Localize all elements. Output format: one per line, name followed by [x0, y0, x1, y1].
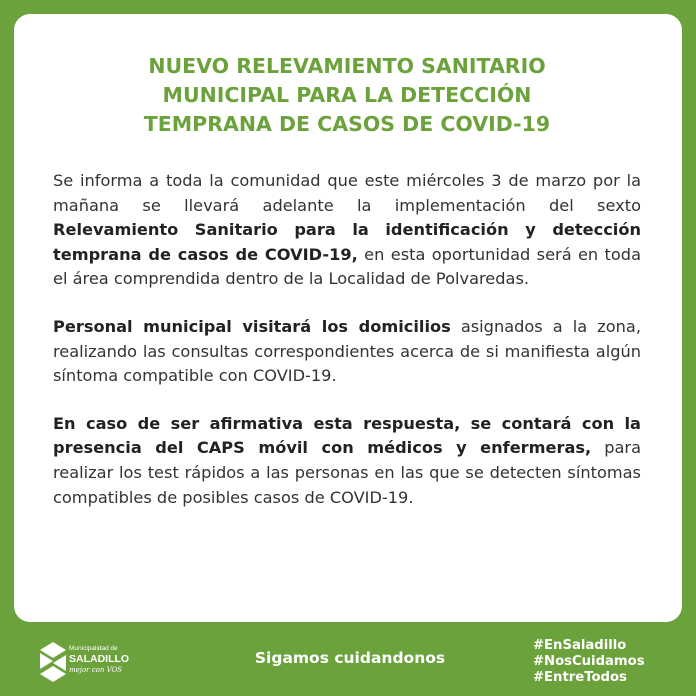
hashtag: #NosCuidamos — [533, 654, 645, 669]
municipality-logo — [40, 642, 140, 682]
paragraph-survey-info — [53, 169, 641, 292]
announcement-card — [14, 14, 682, 622]
logo-slogan: mejor con VOS — [69, 666, 123, 674]
paragraph-text: asignados a la zona, realizando las consultas correspondientes acerca de si manifiesta algún síntoma compatible con COVID-19. — [53, 316, 641, 386]
logo-municipality-label: Municipalidad de — [69, 645, 118, 652]
title-line: NUEVO RELEVAMIENTO SANITARIO — [148, 54, 546, 78]
paragraph-text: para realizar los test rápidos a las personas en las que se detecten síntomas compatibles de posibles casos de COVID-19. — [53, 438, 641, 507]
announcement-title — [53, 52, 641, 139]
paragraph-rapid-tests — [53, 412, 641, 510]
logo-city-name: SALADILLO — [69, 653, 130, 665]
hashtag: #EnSaladillo — [533, 638, 627, 653]
paragraph-home-visits — [53, 315, 641, 389]
hashtag: #EntreTodos — [533, 670, 627, 685]
title-line: TEMPRANA DE CASOS DE COVID-19 — [143, 112, 551, 136]
footer-bar — [0, 622, 696, 696]
paragraph-text: en esta oportunidad será en toda el área comprendida dentro de la Localidad de Polvaredas. — [53, 244, 641, 289]
paragraph-text: Se informa a toda la comunidad que este miércoles 3 de marzo por la mañana se llevará adelante la implementación del sexto — [53, 171, 641, 215]
paragraph-emphasis: Relevamiento Sanitario para la identificación y detección temprana de casos de COVID-19, — [53, 220, 641, 264]
hashtag-list — [533, 638, 645, 686]
paragraph-emphasis: Personal municipal visitará los domicilios — [53, 316, 451, 336]
saladillo-logo-mark-icon — [40, 642, 66, 682]
paragraph-emphasis: En caso de ser afirmativa esta respuesta, se contará con la presencia del CAPS móvil con médicos y enfermeras, — [53, 413, 641, 458]
title-line: MUNICIPAL PARA LA DETECCIÓN — [162, 83, 532, 107]
footer-slogan: Sigamos cuidandonos — [254, 649, 446, 667]
